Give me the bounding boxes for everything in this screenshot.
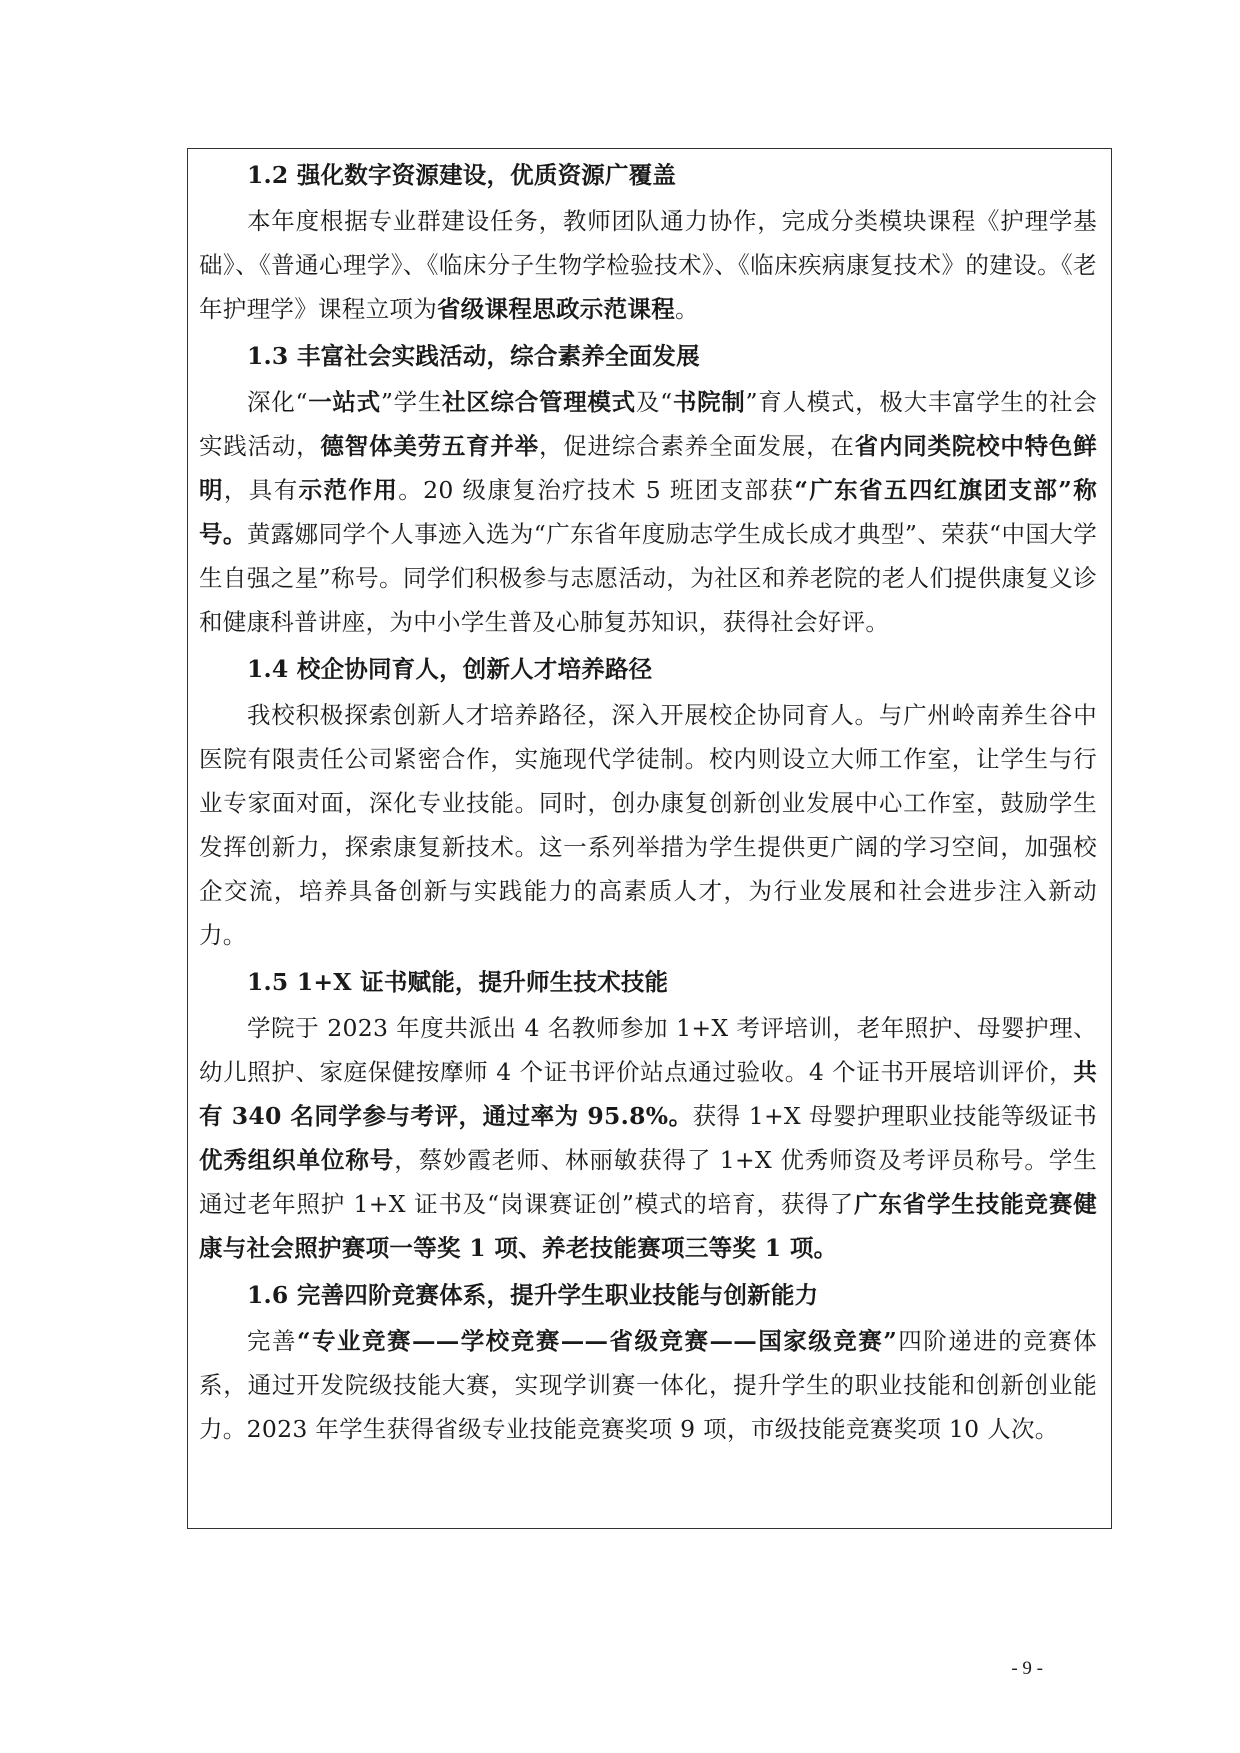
section-heading: 1.2 强化数字资源建设，优质资源广覆盖: [247, 161, 677, 189]
paragraph: [199, 693, 1097, 957]
emphasis-text: 书院制: [672, 388, 746, 416]
emphasis-text: 省内同类院校中特色鲜明: [199, 432, 1098, 504]
text-run: 。: [675, 295, 699, 323]
section-1-4: [199, 650, 1097, 957]
emphasis-text: 一站式: [307, 388, 381, 416]
page-number: - 9 -: [1011, 1658, 1043, 1679]
text-run: ，促进综合素养全面发展，在: [538, 432, 855, 460]
section-1-6: [199, 1276, 1097, 1451]
paragraph: [199, 1319, 1097, 1451]
section-1-2: [199, 156, 1097, 331]
text-run: 四阶递进的竞赛体系，通过开发院级技能大赛，实现学训赛一体化，提升学生的职业技能和创新创业能力。2023 年学生获得省级专业技能竞赛奖项 9 项，市级技能竞赛奖项 10 人次。: [199, 1327, 1097, 1443]
emphasis-text: 示范作用: [298, 476, 399, 504]
text-run: 完善: [247, 1327, 297, 1355]
emphasis-text: 德智体美劳五育并举: [320, 432, 539, 460]
emphasis-text: 优秀组织单位称号: [199, 1146, 395, 1174]
section-heading: 1.4 校企协同育人，创新人才培养路径: [247, 655, 653, 683]
text-run: ”学生: [380, 388, 443, 416]
paragraph: [199, 1006, 1097, 1270]
emphasis-text: 社区综合管理模式: [442, 388, 636, 416]
paragraph: [199, 380, 1097, 644]
text-run: 黄露娜同学个人事迹入选为“广东省年度励志学生成长成才典型”、荣获“中国大学生自强之星”称号。同学们积极参与志愿活动，为社区和养老院的老人们提供康复义诊和健康科普讲座，为中小学生普及心肺复苏知识，获得社会好评。: [199, 520, 1097, 636]
text-run: ，蔡妙霞老师、林丽敏获得了 1+X 优秀师资及考评员称号。学生通过老年照护 1+X 证书及“岗课赛证创”模式的培育，获得了: [199, 1146, 1097, 1218]
section-heading: 1.5 1+X 证书赋能，提升师生技术技能: [247, 968, 669, 996]
text-run: 获得 1+X 母婴护理职业技能等级证书: [692, 1102, 1097, 1130]
document-body: [199, 156, 1097, 1457]
text-run: 学院于 2023 年度共派出 4 名教师参加 1+X 考评培训，老年照护、母婴护理、幼儿照护、家庭保健按摩师 4 个证书评价站点通过验收。4 个证书开展培训评价，: [199, 1014, 1097, 1086]
text-run: ，具有: [223, 476, 299, 504]
paragraph: [199, 199, 1097, 331]
text-run: ”育人模式，极大丰富学生的社会实践活动，: [199, 388, 1098, 460]
section-1-3: [199, 337, 1097, 644]
emphasis-text: “广东省五四红旗团支部”称号。: [199, 476, 1098, 548]
section-1-5: [199, 963, 1097, 1270]
emphasis-text: “专业竞赛——学校竞赛——省级竞赛——国家级竞赛”: [296, 1327, 898, 1355]
emphasis-text: 省级课程思政示范课程: [437, 295, 675, 323]
text-run: 深化“: [247, 388, 308, 416]
section-heading: 1.6 完善四阶竞赛体系，提升学生职业技能与创新能力: [247, 1281, 819, 1309]
text-run: 。20 级康复治疗技术 5 班团支部获: [398, 476, 795, 504]
text-run: 我校积极探索创新人才培养路径，深入开展校企协同育人。与广州岭南养生谷中医院有限责任公司紧密合作，实施现代学徒制。校内则设立大师工作室，让学生与行业专家面对面，深化专业技能。同时，创办康复创新创业发展中心工作室，鼓励学生发挥创新力，探索康复新技术。这一系列举措为学生提供更广阔的学习空间，加强校企交流，培养具备创新与实践能力的高素质人才，为行业发展和社会进步注入新动力。: [199, 701, 1097, 949]
emphasis-text: 广东省学生技能竞赛健康与社会照护赛项一等奖 1 项、养老技能赛项三等奖 1 项。: [199, 1190, 1098, 1262]
section-heading: 1.3 丰富社会实践活动，综合素养全面发展: [247, 342, 700, 370]
text-run: 本年度根据专业群建设任务，教师团队通力协作，完成分类模块课程《护理学基础》、《普通心理学》、《临床分子生物学检验技术》、《临床疾病康复技术》的建设。《老年护理学》课程立项为: [199, 207, 1097, 323]
text-run: 及“: [635, 388, 673, 416]
emphasis-text: 共有 340 名同学参与考评，通过率为 95.8%。: [199, 1058, 1097, 1130]
